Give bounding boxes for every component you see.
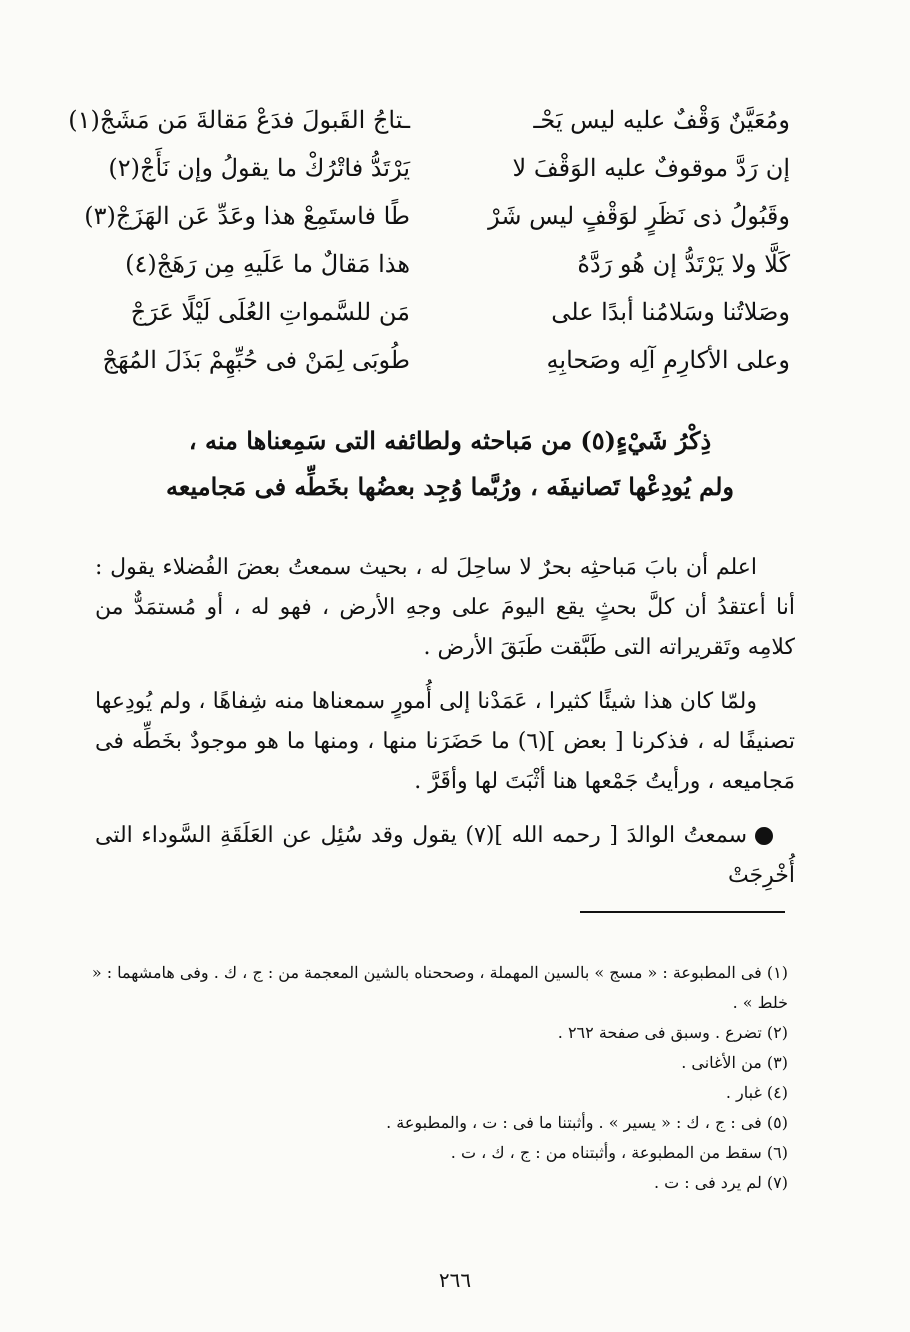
body-text [95, 548, 795, 910]
poem-verse [84, 192, 790, 240]
footnote-separator [580, 911, 785, 913]
verse-first-hemistich: وعلى الأكارِمِ آلِه وصَحابِهِ [546, 346, 790, 374]
section-heading [120, 418, 780, 510]
verse-first-hemistich: كَلَّا ولا يَرْتَدُّ إن هُو رَدَّهُ [577, 250, 790, 278]
paragraph: ولمّا كان هذا شيئًا كثيرا ، عَمَدْنا إلى أُمورٍ سمعناها منه شِفاهًا ، ولم يُودِعها تصنيفًا له ، فذكرنا [ بعض ](٦) ما حَضَرَنا منها ، ومنها ما هو موجودٌ بخَطِّه فى مَجاميعه ، ورأيتُ جَمْعها هنا أثْبَتَ لها وأقَرَّ . [95, 689, 795, 794]
verse-second-hemistich: يَرْتَدُّ فاتْرُكْ ما يقولُ وإن نَأَجْ(٢) [108, 154, 410, 182]
verse-second-hemistich: مَن للسَّمواتِ العُلَى لَيْلًا عَرَجْ [130, 298, 410, 326]
verse-second-hemistich: طًا فاستَمِعْ هذا وعَدِّ عَن الهَزَجْ(٣) [84, 202, 410, 230]
footnote: (١) فى المطبوعة : « مسج » بالسين المهملة ، وصححناه بالشين المعجمة من : ج ، ك . وفى هامشهما : « خلط » . [91, 963, 788, 1012]
poem-verse [100, 144, 790, 192]
bullet-icon [755, 827, 773, 845]
poem-verse [100, 336, 790, 384]
footnote: (٢) تضرع . وسبق فى صفحة ٢٦٢ . [557, 1023, 788, 1042]
poem-verse [100, 240, 790, 288]
verse-second-hemistich: ـتاجُ القَبولَ فدَعْ مَقالةَ مَن مَشَجْ(١) [68, 106, 410, 134]
verse-first-hemistich: ومُعَيَّنٌ وَقْفٌ عليه ليس يَحْـ [533, 106, 790, 134]
heading-line-2: ولم يُودِعْها تَصانيفَه ، ورُبَّما وُجِد بعضُها بخَطِّه فى مَجاميعه [166, 472, 734, 501]
heading-line-1: ذِكْرُ شَيْءٍ(٥) من مَباحثه ولطائفه التى سَمِعناها منه ، [188, 426, 712, 455]
verse-first-hemistich: إن رَدَّ موقوفٌ عليه الوَقْفَ لا [512, 154, 790, 182]
footnote: (٧) لم يرد فى : ت . [653, 1173, 788, 1192]
verse-second-hemistich: هذا مَقالٌ ما عَلَيهِ مِن رَهَجْ(٤) [125, 250, 410, 278]
poem-verse [68, 96, 790, 144]
verse-first-hemistich: وقَبُولُ ذى نَظَرٍ لوَقْفٍ ليس شَرْ [488, 202, 790, 230]
footnotes [80, 958, 788, 1198]
paragraph: اعلم أن بابَ مَباحثِه بحرٌ لا ساحِلَ له ، بحيث سمعتُ بعضَ الفُضلاء يقول : أنا أعتقدُ أن كلَّ بحثٍ يقع اليومَ على وجهِ الأرض ، فهو له ، أو مُستمَدٌّ من كلامِه وتَقريراته التى طَبَّقت طَبَقَ الأرض . [95, 555, 795, 660]
footnote: (٥) فى : ج ، ك : « يسير » . وأثبتنا ما فى : ت ، والمطبوعة . [386, 1113, 788, 1132]
footnote: (٣) من الأغانى . [681, 1053, 788, 1072]
footnote: (٦) سقط من المطبوعة ، وأثبتناه من : ج ، ك ، ت . [450, 1143, 788, 1162]
bullet-paragraph [95, 816, 795, 896]
verse-first-hemistich: وصَلاتُنا وسَلامُنا أبدًا على [551, 298, 790, 326]
footnote: (٤) غبار . [725, 1083, 788, 1102]
poem [68, 96, 790, 384]
page-number: ٢٦٦ [438, 1268, 472, 1292]
poem-verse [100, 288, 790, 336]
verse-second-hemistich: طُوبَى لِمَنْ فى حُبِّهِمْ بَذَلَ المُهَجْ [102, 346, 410, 374]
bullet-paragraph-text: سمعتُ الوالدَ [ رحمه الله ](٧) يقول وقد سُئِل عن العَلَقَةِ السَّوداء التى أُخْرِجَتْ [95, 823, 795, 888]
